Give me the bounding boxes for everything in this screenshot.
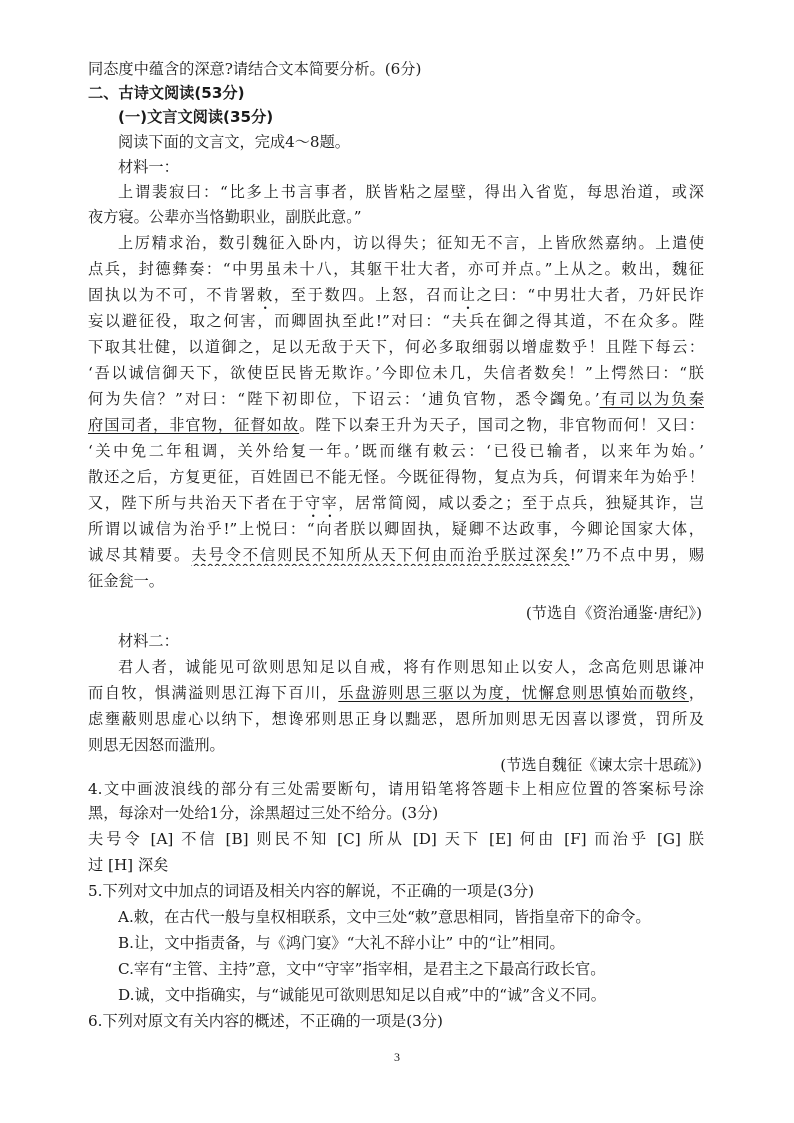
passage-line: 所谓以诚信为治乎!”上悦曰：“向者朕以卿固执，疑卿不达政事，今卿论国家大体，	[88, 520, 704, 538]
section-title: 二、古诗文阅读(53分)	[88, 84, 245, 102]
passage-line: 点兵，封德彝奏：“中男虽未十八，其躯干壮大者，亦可并点。”上从之。敕出，魏征	[88, 260, 704, 278]
material2-label: 材料二：	[118, 632, 179, 650]
passage-line: 妄以避征役，取之何害，而卿固执至此!”对曰：“夫兵在御之得其道，不在众多。陛	[88, 312, 704, 330]
passage-text: 。陛下以秦王升为天子，国司之物，非官物而何！又曰：	[299, 416, 704, 434]
passage-text: ，居常简阅，咸以委之；至于点兵，独疑其诈，岂	[338, 494, 704, 512]
passage-line	[88, 492, 704, 521]
underlined-sentence: 府国司者，非官物，征督如故	[88, 416, 300, 434]
material1-label: 材料一：	[118, 158, 179, 176]
passage-text: 固执以为不可，不肯署	[88, 286, 257, 304]
passage-text: 又，陛下所与共治天下者在于	[88, 494, 305, 512]
passage-line	[88, 682, 704, 704]
passage-line: ‘吾以诚信御天下，欲使臣民皆无欺诈。’今即位未几，失信者数矣！”上愕然曰：“朕	[88, 364, 704, 382]
question-5-option-b: B.让，文中指责备，与《鸿门宴》“大礼不辞小让” 中的“让”相同。	[118, 934, 565, 952]
material2-source: (节选自魏征《谏太宗十思疏》)	[500, 756, 702, 774]
underlined-sentence: 乐盘游则思三驱以为度，忧懈怠则思慎始而敬终	[338, 684, 689, 702]
subsection-title: (一)文言文阅读(35分)	[118, 108, 274, 126]
question-5-option-d: D.诚，文中指确实，与“诚能见可欲则思知足以自戒”中的“诚”含义不同。	[118, 986, 606, 1004]
passage-text: ，	[688, 684, 704, 702]
passage-text: 而自牧，惧满溢则思江海下百川，	[88, 684, 339, 702]
passage-line: 上谓裴寂曰：“比多上书言事者，朕皆粘之屋壁，得出入省览，每思治道，或深	[118, 183, 704, 201]
passage-text: 何为失信？”对曰：“陛下初即位，下诏云：‘逋负官物，悉令蠲免。’	[88, 390, 600, 408]
underlined-sentence: 有司以为负秦	[599, 390, 704, 408]
question-5-option-c: C.宰有“主管、主持”意，文中“守宰”指宰相，是君主之下最高行政长官。	[118, 960, 606, 978]
passage-line	[88, 284, 704, 313]
question-6-stem: 6.下列对原文有关内容的概述，不正确的一项是(3分)	[88, 1012, 443, 1030]
passage-line: 征金瓮一。	[88, 572, 164, 590]
page-number: 3	[394, 1050, 400, 1064]
passage-text: 诚尽其精要。	[88, 546, 192, 564]
instruction-line: 阅读下面的文言文，完成4～8题。	[118, 133, 350, 151]
passage-line	[88, 544, 704, 566]
passage-text: !”乃不点中男，赐	[569, 546, 704, 564]
question-5-option-a: A.敕，在古代一般与皇权相联系，文中三处“敕”意思相同，皆指皇帝下的命令。	[118, 908, 651, 926]
dotted-word-shouzai: 守宰	[304, 494, 339, 512]
header-line: 同态度中蕴含的深意?请结合文本简要分析。(6分)	[88, 60, 422, 78]
question-4-options: 过 [H] 深矣	[88, 856, 169, 874]
question-5-stem: 5.下列对文中加点的词语及相关内容的解说，不正确的一项是(3分)	[88, 882, 535, 900]
question-4-stem: 黑，每涂对一处给1分，涂黑超过三处不给分。(3分)	[88, 804, 439, 822]
passage-line: 夜方寝。公辈亦当恪勤职业，副朕此意。”	[88, 208, 362, 226]
question-4-stem: 4.文中画波浪线的部分有三处需要断句，请用铅笔将答题卡上相应位置的答案标号涂	[88, 780, 704, 798]
passage-line	[88, 388, 704, 410]
passage-line: 则思无因怒而滥刑。	[88, 736, 225, 754]
passage-line: 散还之后，方复更征，百姓固已不能无怪。今既征得物，复点为兵，何谓来年为始乎！	[88, 468, 704, 486]
passage-line: 下取其壮健，以道御之，足以无敌于天下，何必多取细弱以增虚数乎！且陛下每云：	[88, 338, 704, 356]
dotted-word-rang: 让	[459, 286, 477, 304]
passage-line: 上厉精求治，数引魏征入卧内，访以得失；征知无不言，上皆欣然嘉纳。上遣使	[118, 234, 704, 252]
passage-line: 君人者，诚能见可欲则思知足以自戒，将有作则思知止以安人，念高危则思谦冲	[118, 658, 704, 676]
wavy-underlined-sentence: 夫号令不信则民不知所从天下何由而治乎朕过深矣	[191, 546, 570, 564]
passage-text: ，至于数四。上怒，召而	[273, 286, 460, 304]
passage-line: 虑壅蔽则思虚心以纳下，想谗邪则思正身以黜恶，恩所加则思无因喜以谬赏，罚所及	[88, 710, 704, 728]
material1-source: (节选自《资治通鉴·唐纪》)	[525, 604, 702, 622]
question-4-options: 夫号令 [A] 不信 [B] 则民不知 [C] 所从 [D] 天下 [E] 何由 [F] 而治乎 [G] 朕	[88, 830, 704, 848]
passage-text: 之曰：“中男壮大者，乃奸民诈	[476, 286, 704, 304]
passage-line: ‘关中免二年租调，关外给复一年。’既而继有敕云：‘已役已输者，以来年为始。’	[88, 442, 704, 460]
passage-line	[88, 414, 704, 436]
dotted-word-chi: 敕	[256, 286, 274, 304]
